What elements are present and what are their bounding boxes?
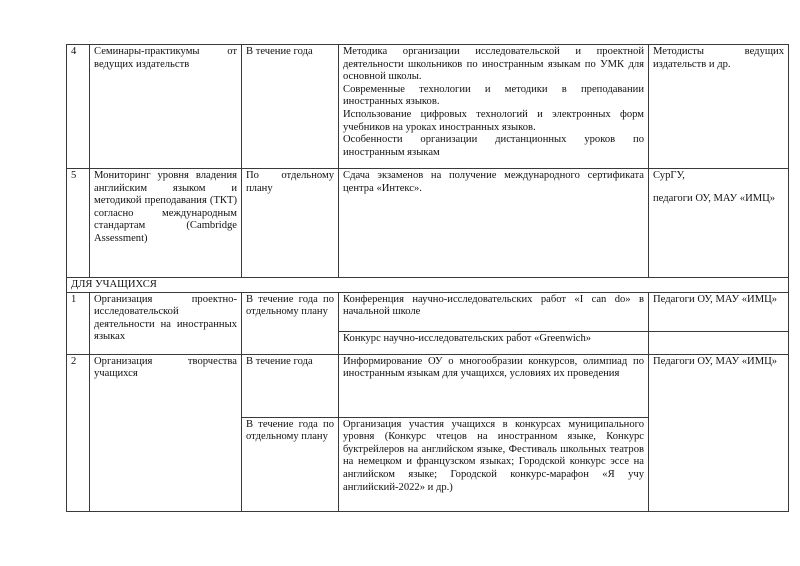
row-number: 4 bbox=[67, 45, 90, 169]
event-cell: Семинары-практикумы от ведущих издательств bbox=[90, 45, 242, 169]
period-cell: В течение года bbox=[242, 354, 339, 417]
content-line: Методика организации исследовательской и проектной деятельности школьников по иностранным языкам по УМК для основной школы. bbox=[343, 46, 644, 83]
row-number: 5 bbox=[67, 169, 90, 278]
plan-table bbox=[66, 44, 789, 512]
period-cell: В течение года bbox=[242, 45, 339, 169]
table-row bbox=[67, 45, 789, 169]
responsible-line: педагоги ОУ, МАУ «ИМЦ» bbox=[653, 192, 776, 204]
responsible-line: СурГУ, bbox=[653, 170, 685, 181]
content-line: Современные технологии и методики в преподавании иностранных языков. bbox=[343, 83, 644, 108]
responsible-cell: Методисты ведущих издательств и др. bbox=[649, 45, 789, 169]
content-cell: Информирование ОУ о многообразии конкурсов, олимпиад по иностранным языкам для учащихся, условиях их проведения bbox=[339, 354, 649, 417]
content-cell: Конкурс научно-исследовательских работ «Greenwich» bbox=[339, 331, 649, 354]
period-cell: В течение года по отдельному плану bbox=[242, 417, 339, 511]
row-number: 1 bbox=[67, 292, 90, 354]
row-number: 2 bbox=[67, 354, 90, 511]
table-row bbox=[67, 354, 789, 417]
event-cell: Организация творчества учащихся bbox=[90, 354, 242, 511]
content-cell: Сдача экзаменов на получение международного сертификата центра «Интекс». bbox=[339, 169, 649, 278]
table-row bbox=[67, 292, 789, 331]
responsible-cell bbox=[649, 169, 789, 278]
responsible-cell: Педагоги ОУ, МАУ «ИМЦ» bbox=[649, 354, 789, 511]
content-cell: Конференция научно-исследовательских работ «I can do» в начальной школе bbox=[339, 292, 649, 331]
period-cell: В течение года по отдельному плану bbox=[242, 292, 339, 354]
table-row bbox=[67, 169, 789, 278]
period-cell: По отдельному плану bbox=[242, 169, 339, 278]
event-cell: Организация проектно-исследовательской деятельности на иностранных языках bbox=[90, 292, 242, 354]
section-header: ДЛЯ УЧАЩИХСЯ bbox=[67, 278, 789, 293]
content-line: Особенности организации дистанционных уроков по иностранным языкам bbox=[343, 134, 644, 158]
responsible-cell: Педагоги ОУ, МАУ «ИМЦ» bbox=[649, 292, 789, 331]
content-cell bbox=[339, 45, 649, 169]
content-cell: Организация участия учащихся в конкурсах муниципального уровня (Конкурс чтецов на иностранном языке, Конкурс буктрейлеров на английском языке, Фестиваль школьных театров на немецком и французском языках; Городской конкурс эссе на английском языке; Городской конкурс-марафон «Я учу английский-2022» и др.) bbox=[339, 417, 649, 511]
section-row bbox=[67, 278, 789, 293]
content-line: Использование цифровых технологий и электронных форм учебников на уроках иностранных языков. bbox=[343, 108, 644, 133]
event-cell: Мониторинг уровня владения английским языком и методикой преподавания (ТКТ) согласно международным стандартам (Cambridge Assessment) bbox=[90, 169, 242, 278]
responsible-cell bbox=[649, 331, 789, 354]
